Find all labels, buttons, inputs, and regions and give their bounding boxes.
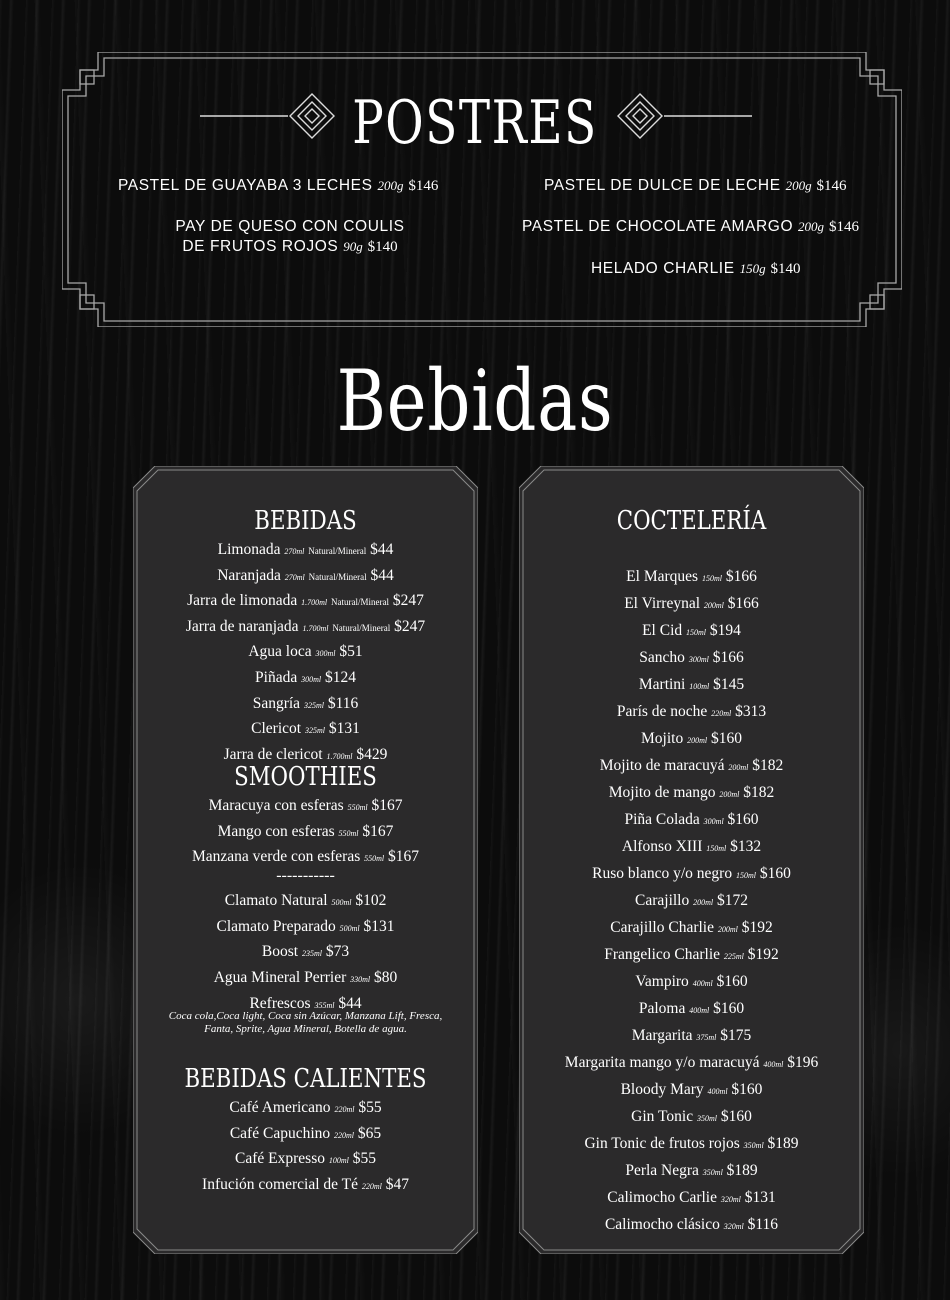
- item-size: 200ml: [703, 601, 724, 610]
- menu-item: [519, 699, 864, 726]
- left-menu-panel: [133, 466, 478, 1254]
- item-price: $167: [388, 848, 419, 866]
- item-option: Natural/Mineral: [308, 546, 367, 556]
- item-name: El Marques: [626, 568, 699, 585]
- menu-item: [519, 861, 864, 888]
- menu-item: [519, 1212, 864, 1239]
- item-size: 235ml: [301, 949, 322, 959]
- item-price: $182: [743, 784, 775, 801]
- item-name: Martini: [638, 676, 686, 693]
- menu-item: [519, 672, 864, 699]
- item-size: 400ml: [763, 1060, 784, 1069]
- item-size: 100ml: [328, 1156, 349, 1166]
- mixers-list: [133, 889, 478, 966]
- item-name: Boost: [261, 943, 299, 961]
- item-size: 500ml: [331, 898, 352, 907]
- item-size: 300ml: [301, 674, 322, 684]
- soda-options-note: Coca cola,Coca light, Coca sin Azúcar, Manzana Lift, Fresca, Fanta, Sprite, Agua Mineral, Botella de agua.: [168, 1010, 443, 1035]
- item-size: 200ml: [693, 898, 714, 907]
- menu-item: [133, 794, 478, 820]
- menu-item: [519, 726, 864, 753]
- item-price: $55: [358, 1099, 382, 1116]
- item-name: Sangría: [252, 694, 301, 712]
- item-size: 220ml: [361, 1181, 382, 1191]
- item-name: París de noche: [616, 703, 708, 720]
- menu-item: [133, 1122, 478, 1148]
- menu-item: [519, 564, 864, 591]
- item-size: 300ml: [315, 649, 336, 659]
- item-name: Clamato Preparado: [216, 917, 336, 935]
- cocteleria-list: [519, 564, 864, 1239]
- item-size: 355ml: [314, 1000, 335, 1010]
- item-size: 375ml: [696, 1033, 717, 1042]
- item-price: $44: [338, 994, 362, 1012]
- item-price: $65: [357, 1124, 382, 1142]
- item-price: $166: [727, 595, 759, 612]
- item-size: 200ml: [687, 736, 708, 745]
- menu-item: [519, 888, 864, 915]
- item-size: 325ml: [304, 726, 325, 736]
- item-price: $160: [710, 730, 742, 747]
- item-name: Refrescos: [249, 994, 311, 1012]
- item-price: $160: [720, 1108, 752, 1125]
- item-size: 270ml: [284, 547, 305, 556]
- item-size: 320ml: [723, 1222, 744, 1231]
- item-size: 400ml: [692, 979, 713, 988]
- menu-item: [133, 589, 478, 615]
- menu-item: [519, 618, 864, 645]
- item-price: $247: [394, 617, 426, 635]
- menu-item: [133, 1096, 478, 1122]
- item-price: $247: [392, 592, 424, 610]
- item-name: Piña Colada: [624, 811, 700, 828]
- item-size: 325ml: [303, 700, 324, 710]
- menu-item: [133, 1147, 478, 1173]
- item-name: Perla Negra: [625, 1162, 699, 1179]
- item-price: $102: [355, 892, 387, 909]
- item-size: 400ml: [689, 1006, 710, 1015]
- item-name: Bloody Mary: [620, 1081, 704, 1098]
- item-name: Mango con esferas: [217, 822, 335, 840]
- bebidas-section-title: BEBIDAS: [254, 506, 357, 536]
- item-price: $160: [713, 1000, 745, 1017]
- menu-item: [519, 780, 864, 807]
- item-option: Natural/Mineral: [308, 571, 367, 582]
- menu-item: [519, 807, 864, 834]
- item-price: $47: [385, 1175, 409, 1193]
- menu-item: [519, 942, 864, 969]
- item-name: El Cid: [642, 622, 683, 639]
- item-size: 320ml: [720, 1195, 741, 1204]
- item-size: 150ml: [706, 844, 727, 853]
- item-size: 500ml: [339, 923, 360, 933]
- item-price: $175: [720, 1027, 752, 1044]
- postre-item: HELADO CHARLIE 150g $140: [591, 260, 801, 277]
- item-size: 1.700ml: [301, 598, 328, 608]
- item-price: $192: [741, 919, 773, 936]
- menu-item: [133, 820, 478, 846]
- menu-item: [133, 1173, 478, 1199]
- item-size: 100ml: [689, 682, 710, 691]
- item-name: Mojito de mango: [608, 784, 716, 801]
- menu-item: [519, 1185, 864, 1212]
- item-name: Gin Tonic: [631, 1108, 694, 1125]
- item-size: 550ml: [338, 828, 359, 838]
- item-name: Calimocho clásico: [604, 1216, 720, 1233]
- bebidas-main-title: Bebidas: [336, 352, 614, 450]
- item-size: 200ml: [719, 790, 740, 799]
- item-price: $166: [712, 649, 744, 666]
- item-size: 150ml: [735, 871, 756, 880]
- item-price: $55: [352, 1150, 376, 1168]
- item-name: Jarra de naranjada: [185, 617, 299, 635]
- item-price: $44: [370, 541, 394, 558]
- item-size: 150ml: [686, 628, 707, 637]
- postre-item: PASTEL DE GUAYABA 3 LECHES 200g $146: [118, 177, 439, 194]
- divider-line: -----------: [276, 867, 335, 884]
- item-name: Calimocho Carlie: [607, 1189, 717, 1206]
- menu-item: [133, 915, 478, 941]
- item-name: Ruso blanco y/o negro: [592, 865, 733, 882]
- item-price: $124: [324, 668, 356, 686]
- item-name: Café Capuchino: [229, 1124, 331, 1142]
- item-option: Natural/Mineral: [332, 622, 391, 633]
- item-name: Limonada: [217, 541, 281, 558]
- item-name: Paloma: [638, 1000, 686, 1017]
- item-name: Carajillo Charlie: [610, 919, 714, 936]
- item-price: $131: [363, 917, 395, 935]
- item-price: $116: [327, 694, 359, 712]
- item-price: $160: [759, 865, 791, 882]
- item-size: 200ml: [728, 763, 749, 772]
- menu-item: [519, 996, 864, 1023]
- item-price: $132: [730, 838, 762, 855]
- item-name: Jarra de clericot: [223, 745, 323, 763]
- item-name: Vampiro: [635, 973, 689, 990]
- postre-item: PAY DE QUESO CON COULIS DE FRUTOS ROJOS 90g $140: [175, 218, 405, 255]
- menu-item: [133, 666, 478, 692]
- menu-item: [519, 834, 864, 861]
- item-size: 1.700ml: [302, 623, 329, 633]
- item-name: Agua Mineral Perrier: [213, 969, 347, 986]
- menu-item: [519, 1131, 864, 1158]
- item-size: 1.700ml: [326, 751, 353, 761]
- menu-item: [519, 1050, 864, 1077]
- item-size: 300ml: [703, 817, 724, 826]
- item-price: $160: [716, 973, 748, 990]
- item-size: 550ml: [347, 803, 368, 812]
- cocteleria-section-title: COCTELERÍA: [616, 506, 767, 536]
- item-price: $131: [744, 1189, 776, 1206]
- menu-item: [519, 915, 864, 942]
- item-option: Natural/Mineral: [331, 597, 390, 608]
- item-size: 220ml: [334, 1130, 355, 1140]
- item-size: 550ml: [364, 854, 385, 864]
- bebidas-calientes-list: [133, 1096, 478, 1198]
- item-size: 330ml: [350, 975, 371, 984]
- item-price: $73: [325, 943, 350, 961]
- menu-item: [519, 1077, 864, 1104]
- menu-item: [519, 591, 864, 618]
- menu-item: [519, 969, 864, 996]
- item-size: 350ml: [696, 1114, 717, 1123]
- item-price: $80: [374, 969, 398, 986]
- item-size: 220ml: [711, 709, 732, 718]
- postre-item: PASTEL DE CHOCOLATE AMARGO 200g $146: [522, 218, 859, 235]
- item-price: $189: [726, 1162, 758, 1179]
- smoothies-section-title: SMOOTHIES: [234, 762, 377, 792]
- item-size: 400ml: [707, 1087, 728, 1096]
- item-price: $196: [787, 1054, 819, 1071]
- menu-item: [133, 966, 478, 992]
- item-price: $172: [717, 892, 748, 909]
- item-price: $44: [370, 566, 394, 584]
- item-size: 350ml: [702, 1168, 723, 1177]
- item-price: $167: [371, 797, 403, 814]
- item-name: Margarita: [631, 1027, 693, 1044]
- menu-item: [133, 692, 478, 718]
- item-price: $192: [747, 946, 779, 963]
- item-price: $166: [725, 568, 757, 585]
- item-price: $116: [747, 1216, 779, 1233]
- item-name: Naranjada: [217, 566, 281, 584]
- menu-item: [519, 1104, 864, 1131]
- item-name: Carajillo: [635, 892, 690, 909]
- item-name: Agua loca: [248, 643, 312, 661]
- menu-item: [133, 717, 478, 743]
- item-name: Maracuya con esferas: [208, 797, 344, 814]
- menu-item: [133, 889, 478, 915]
- item-name: Gin Tonic de frutos rojos: [584, 1135, 740, 1152]
- right-menu-panel: [519, 466, 864, 1254]
- item-name: Manzana verde con esferas: [191, 848, 361, 866]
- item-name: Margarita mango y/o maracuyá: [564, 1054, 760, 1071]
- item-price: $51: [339, 643, 363, 661]
- menu-item: [519, 1158, 864, 1185]
- item-name: Sancho: [639, 649, 685, 666]
- item-price: $182: [752, 757, 784, 774]
- item-name: Café Expresso: [235, 1150, 325, 1168]
- postre-item: PASTEL DE DULCE DE LECHE 200g $146: [544, 177, 847, 194]
- item-size: 300ml: [688, 655, 709, 664]
- item-size: 350ml: [743, 1141, 764, 1150]
- item-name: Infución comercial de Té: [202, 1175, 358, 1193]
- item-name: Clericot: [251, 720, 302, 738]
- item-name: Piñada: [255, 668, 298, 686]
- item-name: Jarra de limonada: [187, 592, 298, 610]
- bebidas-calientes-section-title: BEBIDAS CALIENTES: [184, 1064, 427, 1094]
- menu-item: [519, 645, 864, 672]
- item-price: $194: [709, 622, 741, 639]
- menu-item: [519, 753, 864, 780]
- item-name: Alfonso XIII: [621, 838, 703, 855]
- item-size: 225ml: [723, 952, 744, 961]
- postres-title: POSTRES: [352, 88, 598, 158]
- menu-item: [133, 640, 478, 666]
- smoothies-list: [133, 794, 478, 871]
- menu-item: [519, 1023, 864, 1050]
- item-name: Mojito de maracuyá: [599, 757, 725, 774]
- menu-item: [133, 538, 478, 564]
- item-name: Frangelico Charlie: [604, 946, 721, 963]
- item-price: $167: [362, 822, 394, 840]
- item-name: Clamato Natural: [224, 892, 328, 909]
- item-price: $189: [767, 1135, 799, 1152]
- item-size: 220ml: [334, 1105, 355, 1114]
- item-price: $160: [731, 1081, 763, 1098]
- item-price: $131: [328, 720, 360, 738]
- item-price: $145: [713, 676, 745, 693]
- item-price: $429: [356, 745, 388, 763]
- menu-item: [133, 615, 478, 641]
- item-price: $313: [735, 703, 767, 720]
- item-name: Café Americano: [229, 1099, 331, 1116]
- item-name: El Virreynal: [624, 595, 701, 612]
- item-size: 150ml: [701, 574, 722, 583]
- item-price: $160: [727, 811, 759, 828]
- item-size: 200ml: [717, 925, 738, 934]
- menu-item: [133, 940, 478, 966]
- item-name: Mojito: [641, 730, 684, 747]
- menu-item: [133, 564, 478, 590]
- bebidas-list: [133, 538, 478, 768]
- item-size: 270ml: [284, 572, 305, 582]
